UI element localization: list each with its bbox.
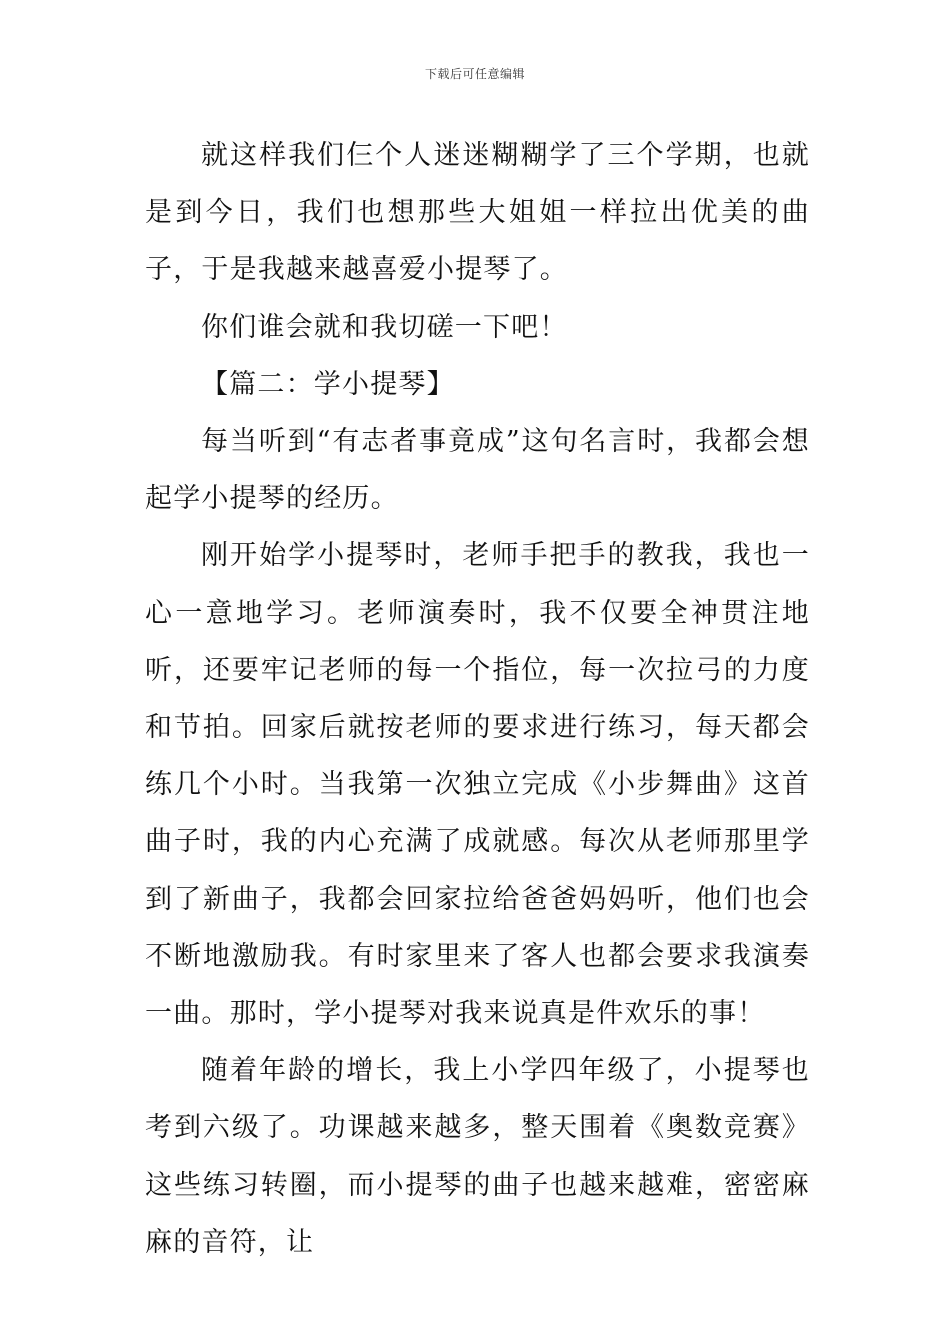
- page-header: 下载后可任意编辑: [424, 67, 525, 81]
- paragraph-2: 你们谁会就和我切磋一下吧！: [201, 311, 568, 343]
- paragraph-5: 随着年龄的增长，我上小学四年级了，小提琴也考到六级了。功课越来越多，整天围着《奥数竞赛》这些练习转圈，而小提琴的曲子也越来越难，密密麻麻的音符，让: [145, 1055, 810, 1258]
- paragraph-3: 每当听到“有志者事竟成”这句名言时，我都会想起学小提琴的经历。: [145, 426, 810, 515]
- document-body: [145, 127, 810, 1271]
- section-heading: 【篇二：学小提琴】: [201, 368, 455, 400]
- paragraph-4: 刚开始学小提琴时，老师手把手的教我，我也一心一意地学习。老师演奏时，我不仅要全神贯注地听，还要牢记老师的每一个指位，每一次拉弓的力度和节拍。回家后就按老师的要求进行练习，每天都会练几个小时。当我第一次独立完成《小步舞曲》这首曲子时，我的内心充满了成就感。每次从老师那里学到了新曲子，我都会回家拉给爸爸妈妈听，他们也会不断地激励我。有时家里来了客人也都会要求我演奏一曲。那时，学小提琴对我来说真是件欢乐的事！: [145, 540, 810, 1030]
- paragraph-1: 就这样我们仨个人迷迷糊糊学了三个学期，也就是到今日，我们也想那些大姐姐一样拉出优美的曲子，于是我越来越喜爱小提琴了。: [145, 140, 810, 286]
